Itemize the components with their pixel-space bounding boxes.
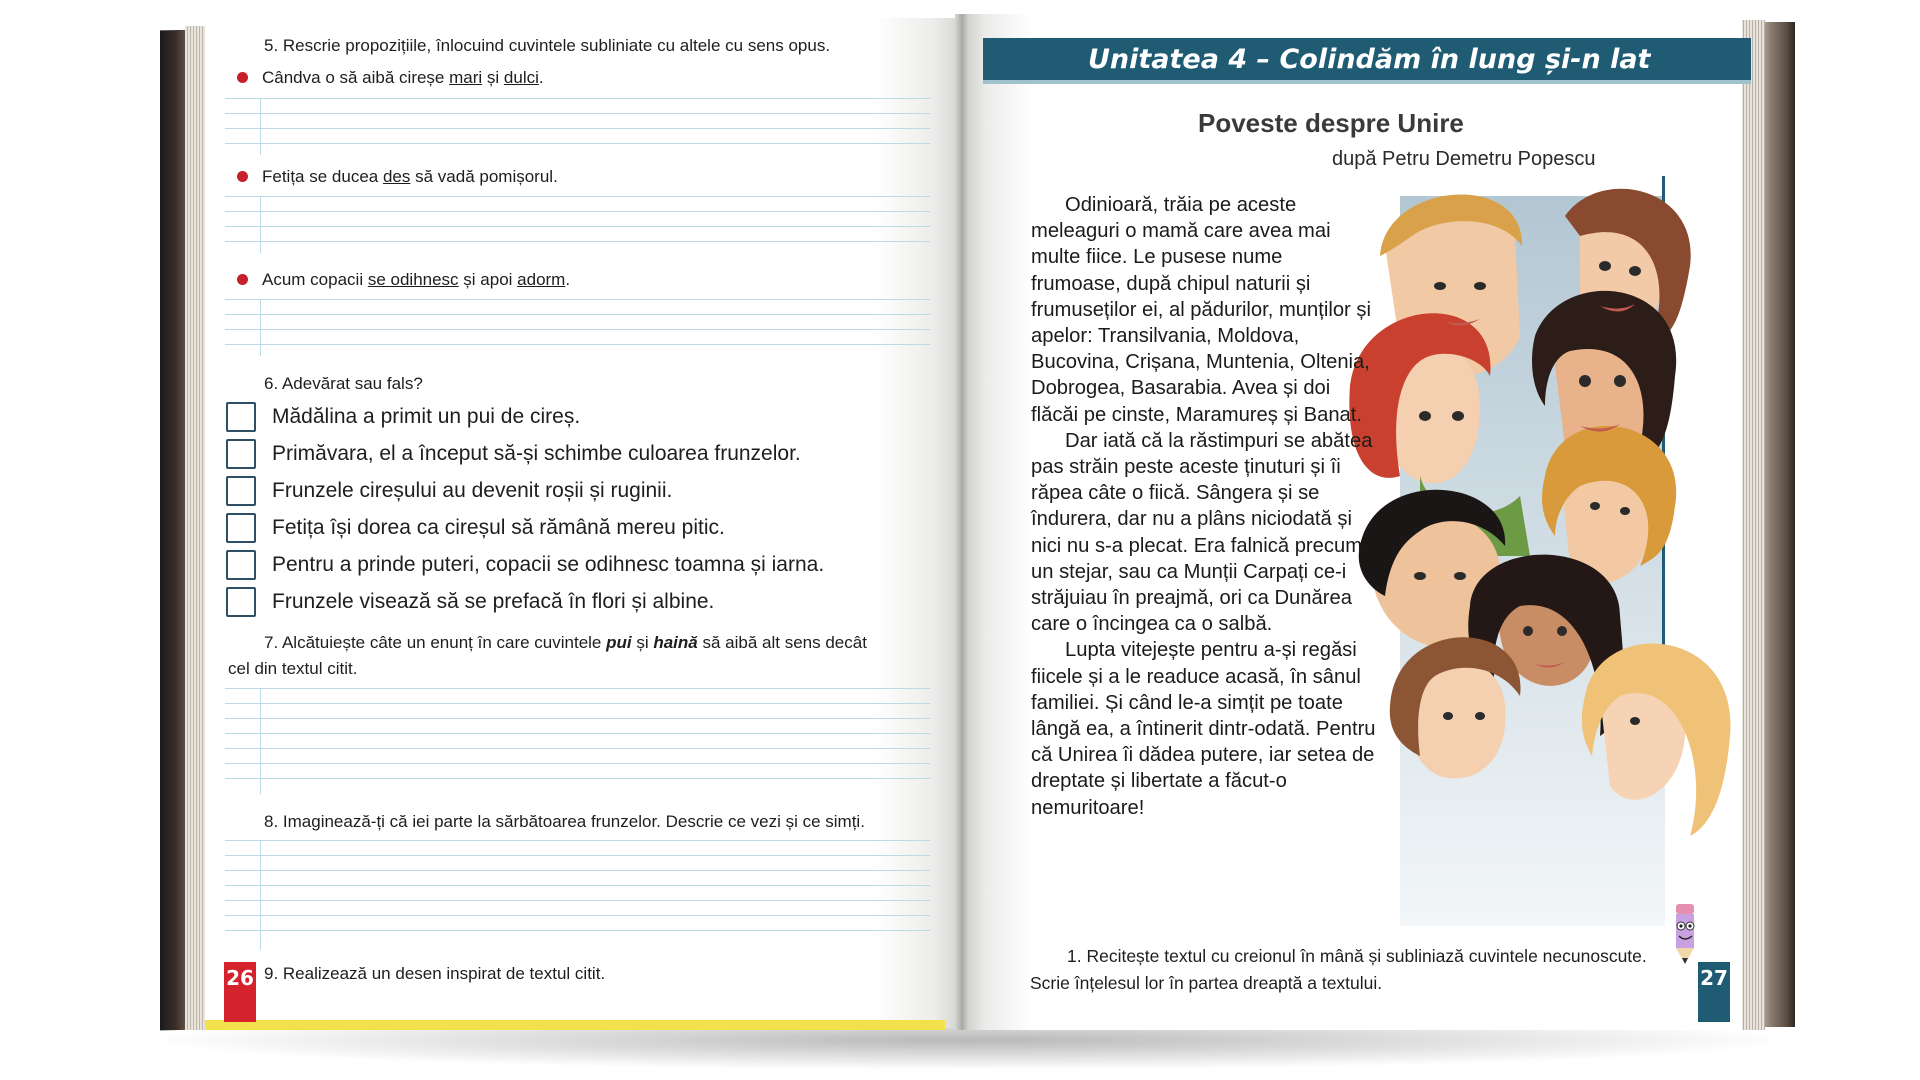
- true-false-statement: Fetița își dorea ca cireșul să rămână mereu pitic.: [272, 516, 725, 539]
- writing-lines[interactable]: [225, 196, 930, 256]
- writing-lines[interactable]: [225, 840, 930, 955]
- page-number-right: 27: [1698, 962, 1730, 1022]
- story-paragraph: Odinioară, trăia pe aceste meleaguri o mamă care avea mai multe fiice. Le pusese nume frumoase, după chipul naturii și frumuseților ei, al pădurilor, munților și apelor: Transilvania, Moldova, Bucovina, Crișana, Muntenia, Oltenia, Dobrogea, Basarabia. Avea și doi flăcăi pe cinste, Maramureș și Banat.: [1031, 194, 1371, 426]
- exercise-5-prompt: 5. Rescrie propozițiile, înlocuind cuvintele subliniate cu altele cu sens opus.: [264, 36, 831, 55]
- true-false-statement: Frunzele visează să se prefacă în flori și albine.: [272, 590, 715, 613]
- true-false-checkbox[interactable]: [226, 476, 256, 506]
- exercise-7-prompt-line-2: cel din textul citit.: [228, 659, 358, 678]
- exercise-6-prompt: 6. Adevărat sau fals?: [264, 374, 423, 393]
- true-false-checkbox[interactable]: [226, 402, 256, 432]
- exercise-5-sentence-1: Cândva o să aibă cireșe mari și dulci.: [262, 68, 544, 87]
- true-false-statement: Frunzele cireșului au devenit roșii și ruginii.: [272, 479, 673, 502]
- writing-lines[interactable]: [225, 98, 930, 158]
- exercise-7-prompt-line-1: 7. Alcătuiește câte un enunț în care cuvintele pui și haină să aibă alt sens decât: [264, 633, 867, 652]
- true-false-checkbox[interactable]: [226, 439, 256, 469]
- exercise-1-line-2: Scrie înțelesul lor în partea dreaptă a textului.: [1030, 973, 1383, 993]
- page-number-left: 26: [224, 962, 256, 1022]
- unit-title-bar: Unitatea 4 – Colindăm în lung și-n lat: [983, 38, 1751, 84]
- true-false-checkbox[interactable]: [226, 550, 256, 580]
- exercise-1: [1030, 943, 1710, 997]
- story-text: [1031, 192, 1376, 821]
- exercise-9-prompt: 9. Realizează un desen inspirat de textul citit.: [264, 964, 606, 983]
- pencil-mascot-icon: [1664, 900, 1706, 970]
- bullet-icon: [237, 274, 248, 285]
- exercise-5-sentence-3: Acum copacii se odihnesc și apoi adorm.: [262, 270, 571, 289]
- story-title: Poveste despre Unire: [1198, 108, 1464, 138]
- true-false-statement: Primăvara, el a început să-și schimbe culoarea frunzelor.: [272, 442, 801, 465]
- book-spine: [955, 14, 969, 1030]
- exercise-8-prompt: 8. Imaginează-ți că iei parte la sărbătoarea frunzelor. Descrie ce vezi și ce simți.: [264, 812, 865, 831]
- illustration-characters: [1330, 176, 1750, 946]
- exercise-1-line-1: 1. Recitește textul cu creionul în mână și subliniază cuvintele necunoscute.: [1067, 946, 1647, 966]
- exercise-5-sentence-2: Fetița se ducea des să vadă pomișorul.: [262, 167, 558, 186]
- true-false-statement: Mădălina a primit un pui de cireș.: [272, 405, 581, 428]
- writing-lines[interactable]: [225, 299, 930, 359]
- story-paragraph: Dar iată că la răstimpuri se abătea pas străin peste aceste ținuturi și îi răpea câte o fiică. Sângera și se îndurera, dar nu a plâns niciodată și nici nu s-a plecat. Era falnică precum un stejar, sau ca Munții Carpați ce-i străjuiau în preajmă, ori ca Dunărea care o încingea ca o salbă.: [1031, 429, 1373, 636]
- bullet-icon: [237, 171, 248, 182]
- true-false-statement: Pentru a prinde puteri, copacii se odihnesc toamna și iarna.: [272, 553, 825, 576]
- true-false-checkbox[interactable]: [226, 587, 256, 617]
- left-page-bottom-strip: [205, 1020, 945, 1030]
- true-false-checkbox[interactable]: [226, 513, 256, 543]
- story-author: după Petru Demetru Popescu: [1332, 148, 1596, 170]
- story-paragraph: Lupta vitejește pentru a-și regăsi fiicele și a le readuce acasă, în sânul familiei. Și când le-a simțit pe toate lângă ea, a întinerit dintr-odată. Pentru că Unirea îi dădea putere, iar setea de dreptate și libertate a făcut-o nemuritoare!: [1031, 639, 1376, 819]
- bullet-icon: [237, 72, 248, 83]
- writing-lines[interactable]: [225, 688, 930, 798]
